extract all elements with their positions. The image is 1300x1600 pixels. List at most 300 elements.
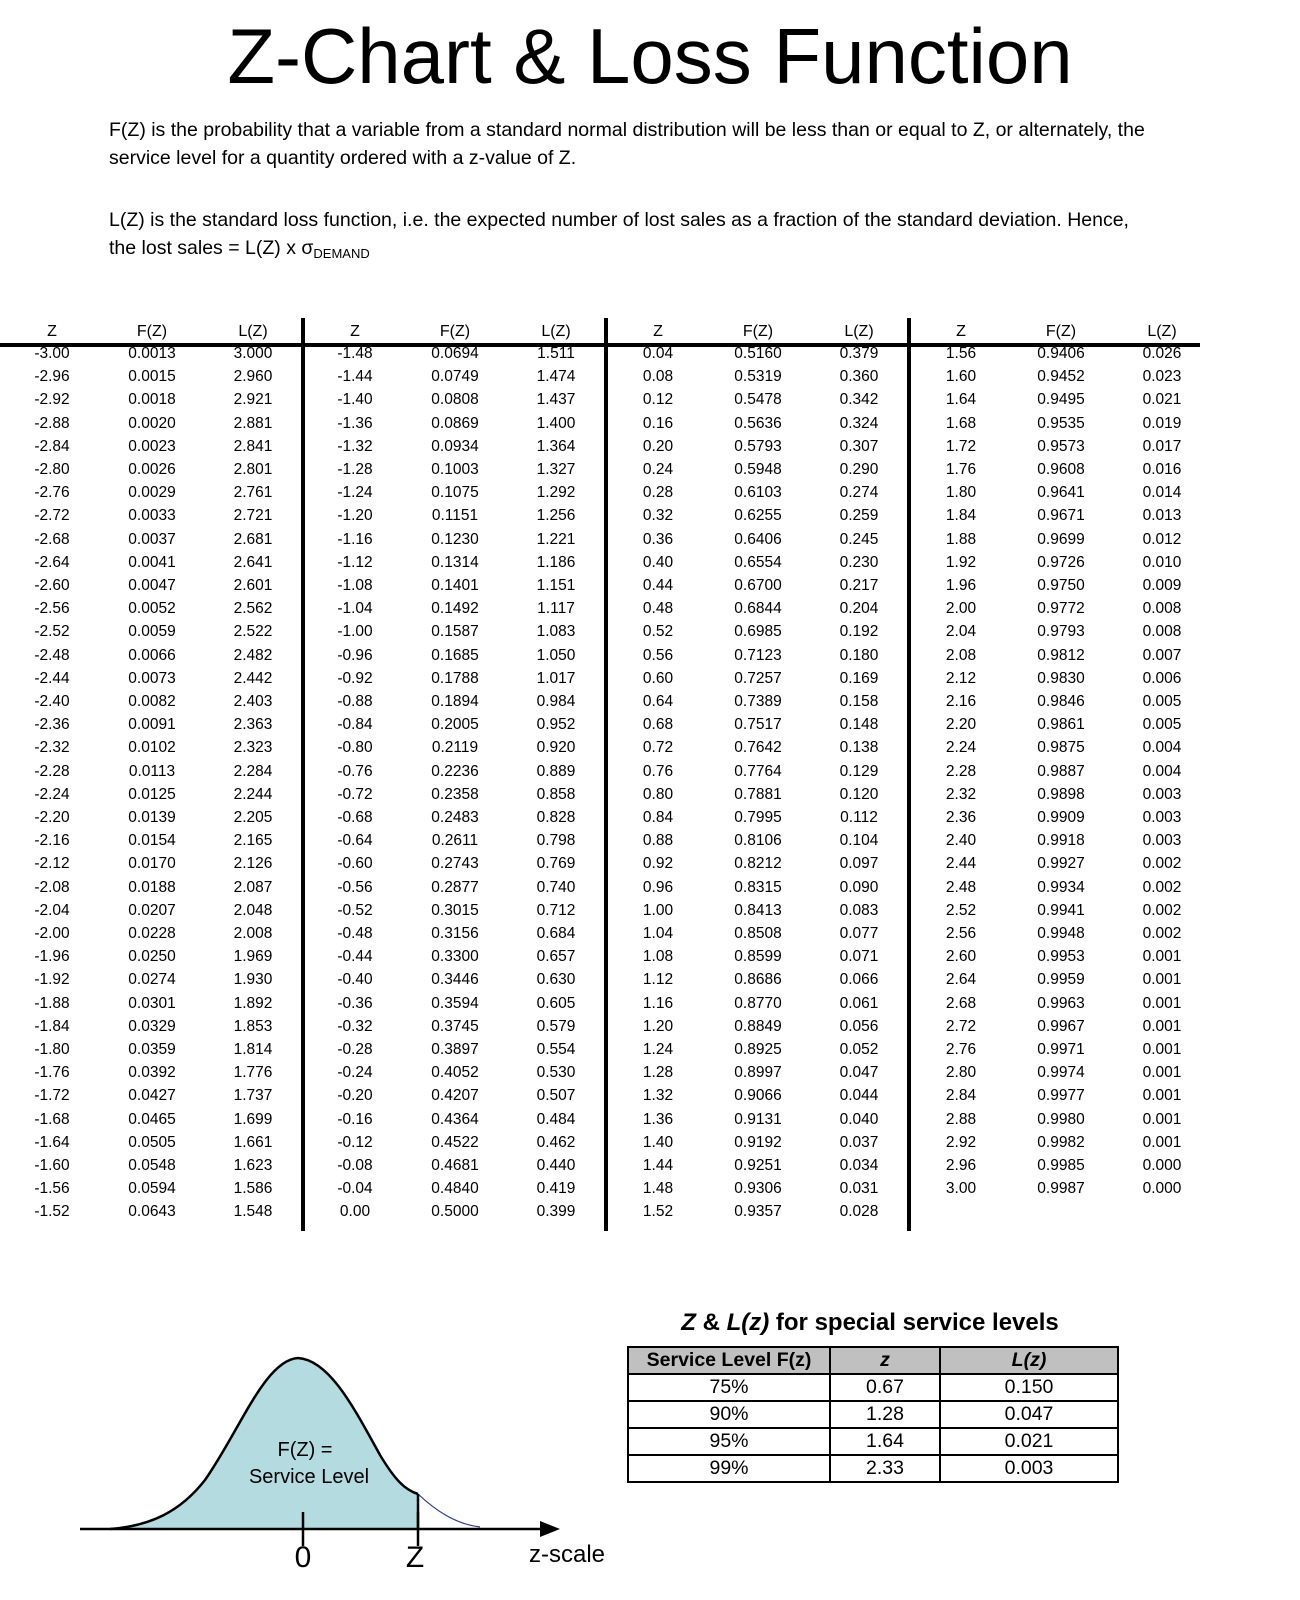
column-header-z: Z <box>47 323 57 340</box>
lz-value: 1.437 <box>536 391 576 409</box>
fz-value: 0.9927 <box>1037 855 1085 873</box>
z-value: 2.88 <box>945 1110 977 1128</box>
fz-value: 0.8106 <box>734 832 782 850</box>
lz-value: 0.009 <box>1142 577 1182 594</box>
column-header-z: Z <box>956 323 966 340</box>
lz-value: 1.930 <box>233 971 273 989</box>
fz-value: 0.5319 <box>734 368 782 386</box>
lz-cell: 0.047 <box>940 1401 1118 1428</box>
fz-value: 0.3156 <box>431 925 479 942</box>
fz-value: 0.1230 <box>431 530 479 548</box>
z-value: 0.80 <box>642 785 674 803</box>
lz-value: 0.002 <box>1142 925 1182 942</box>
table-row <box>628 1374 1118 1401</box>
lz-value: 0.004 <box>1142 762 1182 780</box>
z-value: 1.72 <box>945 437 977 455</box>
fz-value: 0.9967 <box>1037 1017 1085 1035</box>
z-value: -2.24 <box>34 785 70 803</box>
lz-value: 0.002 <box>1142 901 1182 919</box>
z-value: -1.04 <box>337 600 373 618</box>
lz-value: 2.761 <box>233 484 273 502</box>
fz-value: 0.9909 <box>1037 809 1085 826</box>
lz-value: 0.158 <box>839 693 879 710</box>
z-value: -0.88 <box>337 693 373 710</box>
lz-value: 1.186 <box>536 553 576 571</box>
lz-value: 0.462 <box>536 1133 576 1151</box>
fz-value: 0.9131 <box>734 1110 782 1128</box>
fz-value: 0.1788 <box>431 669 479 687</box>
lz-value: 0.031 <box>839 1180 879 1198</box>
lz-value: 0.217 <box>839 577 879 594</box>
column-header-fz: F(Z) <box>136 323 168 340</box>
z-value: 1.20 <box>642 1017 674 1035</box>
z-value: -1.24 <box>337 484 373 502</box>
lz-value: 0.828 <box>536 809 576 826</box>
lz-value: 1.969 <box>233 948 273 966</box>
fz-value: 0.0643 <box>128 1203 176 1221</box>
z-value: -2.00 <box>34 925 70 942</box>
z-value: -0.40 <box>337 971 373 989</box>
lz-value: 2.403 <box>233 693 273 710</box>
service-level-cell: 99% <box>628 1455 830 1482</box>
fz-value: 0.0033 <box>128 507 176 525</box>
lz-value: 0.002 <box>1142 855 1182 873</box>
column-header-z: Z <box>653 323 663 340</box>
z-value: -2.56 <box>34 600 70 618</box>
z-value: -1.20 <box>337 507 373 525</box>
lz-value: 1.400 <box>536 414 576 432</box>
z-value: -2.32 <box>34 739 70 757</box>
lz-value: 0.007 <box>1142 646 1182 664</box>
fz-value: 0.4052 <box>431 1064 479 1082</box>
fz-value: 0.7257 <box>734 669 782 687</box>
lz-value: 2.363 <box>233 716 273 734</box>
z-value: -1.88 <box>34 994 70 1012</box>
fz-value: 0.1894 <box>431 693 479 710</box>
fz-value: 0.9793 <box>1037 623 1085 641</box>
fz-value: 0.0059 <box>128 623 176 641</box>
fz-value: 0.5636 <box>734 414 782 432</box>
lz-value: 0.001 <box>1142 948 1182 966</box>
z-value: -1.12 <box>337 553 373 571</box>
z-value: -1.92 <box>34 971 70 989</box>
fz-value: 0.0102 <box>128 739 176 757</box>
z-value: 2.36 <box>945 809 977 826</box>
lz-value: 0.342 <box>839 391 879 409</box>
z-value: -2.72 <box>34 507 70 525</box>
lz-value: 2.087 <box>233 878 273 896</box>
column-header-z: Z <box>350 323 360 340</box>
z-value: -1.80 <box>34 1041 70 1058</box>
z-value: 1.76 <box>945 461 977 478</box>
z-value: 2.12 <box>945 669 977 687</box>
column-header-lz: L(Z) <box>844 323 874 340</box>
z-chart-table <box>0 318 1200 1234</box>
z-value: 2.84 <box>945 1087 977 1105</box>
lz-value: 1.814 <box>233 1041 273 1058</box>
lz-value: 1.117 <box>537 600 575 618</box>
z-value: 2.04 <box>945 623 977 641</box>
fz-value: 0.4840 <box>431 1180 479 1198</box>
fz-value: 0.0154 <box>128 832 176 850</box>
z-value: -0.04 <box>337 1180 373 1198</box>
lz-value: 0.077 <box>839 925 879 942</box>
lz-value: 0.120 <box>839 785 879 803</box>
z-value: 1.84 <box>945 507 977 525</box>
column-header-fz: F(Z) <box>742 323 774 340</box>
lz-cell: 0.021 <box>940 1428 1118 1455</box>
z-value: 1.12 <box>642 971 674 989</box>
lz-value: 0.245 <box>839 530 879 548</box>
service-level-cell: 75% <box>628 1374 830 1401</box>
fz-value: 0.8508 <box>734 925 782 942</box>
z-value: -0.52 <box>337 901 373 919</box>
z-value: 0.16 <box>642 414 674 432</box>
column-header-fz: F(Z) <box>1045 323 1077 340</box>
header-lz: L(z) <box>940 1347 1118 1374</box>
z-value: -0.20 <box>337 1087 373 1105</box>
z-value: 1.92 <box>945 553 977 571</box>
lz-value: 2.681 <box>233 530 273 548</box>
fz-value: 0.1075 <box>431 484 479 502</box>
fz-value: 0.9830 <box>1037 669 1085 687</box>
lz-value: 2.522 <box>233 623 273 641</box>
lz-value: 0.061 <box>839 994 879 1012</box>
fz-value: 0.0052 <box>128 600 176 618</box>
fz-value: 0.0139 <box>128 809 176 826</box>
table-row <box>628 1401 1118 1428</box>
z-value: 1.40 <box>642 1133 674 1151</box>
lz-value: 0.023 <box>1142 368 1182 386</box>
service-level-cell: 95% <box>628 1428 830 1455</box>
z-value: -1.08 <box>337 577 373 594</box>
z-value: -1.48 <box>337 345 373 362</box>
fz-value: 0.3300 <box>431 948 479 966</box>
fz-value: 0.0228 <box>128 925 176 942</box>
fz-value: 0.4207 <box>431 1087 479 1105</box>
z-value: 1.56 <box>945 345 977 362</box>
fz-value: 0.1587 <box>431 623 479 641</box>
z-value: -1.76 <box>34 1064 70 1082</box>
fz-description: F(Z) is the probability that a variable from a standard normal distribution will be less than or equal to Z, or alternately, the service level for a quantity ordered with a z-value of Z. <box>109 119 1145 169</box>
z-value: -2.52 <box>34 623 70 641</box>
z-value: -1.60 <box>34 1157 70 1174</box>
fz-value: 0.8212 <box>734 855 782 873</box>
fz-value: 0.0125 <box>128 785 176 803</box>
fz-value: 0.6554 <box>734 553 782 571</box>
z-value: -0.84 <box>337 716 373 734</box>
fz-value: 0.9452 <box>1037 368 1085 386</box>
table-row <box>628 1455 1118 1482</box>
lz-value: 0.798 <box>536 832 576 850</box>
z-value: 0.00 <box>339 1203 371 1221</box>
fz-value: 0.2005 <box>431 716 479 734</box>
z-value: 2.76 <box>945 1041 977 1058</box>
lz-value: 0.019 <box>1142 414 1182 432</box>
lz-value: 0.001 <box>1142 994 1182 1012</box>
lz-value: 0.984 <box>536 693 576 710</box>
z-value: 1.44 <box>642 1157 674 1174</box>
fz-value: 0.0359 <box>128 1041 176 1058</box>
lz-value: 1.853 <box>233 1017 273 1035</box>
z-value: 0.52 <box>642 623 674 641</box>
fz-value: 0.8849 <box>734 1017 782 1035</box>
fz-value: 0.0188 <box>128 878 176 896</box>
column-header-lz: L(Z) <box>238 323 268 340</box>
z-value: 0.12 <box>642 391 674 409</box>
z-value: -2.44 <box>34 669 70 687</box>
column-header-lz: L(Z) <box>1147 323 1177 340</box>
z-axis-arrowhead <box>540 1521 560 1537</box>
lz-value: 0.440 <box>536 1157 576 1174</box>
lz-value: 2.126 <box>233 855 273 873</box>
lz-value: 1.256 <box>536 507 576 525</box>
lz-value: 1.776 <box>233 1064 273 1082</box>
special-levels-header-row <box>628 1347 1118 1374</box>
fz-value: 0.0015 <box>128 368 176 386</box>
z-value: 2.72 <box>945 1017 977 1035</box>
fz-value: 0.7389 <box>734 693 782 710</box>
lz-value: 0.554 <box>536 1041 576 1058</box>
fz-value: 0.0066 <box>128 646 176 664</box>
fz-value: 0.7123 <box>734 646 782 664</box>
z-value: -0.16 <box>337 1110 373 1128</box>
lz-value: 0.000 <box>1142 1157 1182 1174</box>
lz-value: 0.000 <box>1142 1180 1182 1198</box>
column-header-lz: L(Z) <box>541 323 571 340</box>
lz-value: 0.769 <box>536 855 576 873</box>
z-value: -0.72 <box>337 785 373 803</box>
z-value: -2.04 <box>34 901 70 919</box>
lz-value: 0.920 <box>536 739 576 757</box>
lz-description-text: L(Z) is the standard loss function, i.e. the expected number of lost sales as a fraction of the standard deviation. Hence, the lost sales = L(Z) x σ <box>109 209 1129 259</box>
lz-value: 2.284 <box>233 762 273 780</box>
lz-value: 0.684 <box>536 925 576 942</box>
z-value: -1.36 <box>337 414 373 432</box>
service-level-cell: 90% <box>628 1401 830 1428</box>
z-value: -1.52 <box>34 1203 70 1221</box>
z-value: -2.92 <box>34 391 70 409</box>
z-value: -0.44 <box>337 948 373 966</box>
lz-value: 0.016 <box>1142 461 1182 478</box>
lz-value: 0.052 <box>839 1041 879 1058</box>
lz-value: 0.003 <box>1142 785 1182 803</box>
lz-value: 0.001 <box>1142 1133 1182 1151</box>
fz-value: 0.9963 <box>1037 994 1085 1012</box>
fz-value: 0.6700 <box>734 577 782 594</box>
lz-value: 0.579 <box>536 1017 576 1035</box>
fz-value: 0.9535 <box>1037 414 1085 432</box>
fz-value: 0.6103 <box>734 484 782 502</box>
lz-value: 1.699 <box>233 1110 273 1128</box>
lz-value: 0.399 <box>536 1203 576 1221</box>
lz-value: 2.960 <box>233 368 273 386</box>
z-value: -0.56 <box>337 878 373 896</box>
fz-value: 0.9987 <box>1037 1180 1085 1198</box>
lz-cell: 0.150 <box>940 1374 1118 1401</box>
fz-value: 0.0869 <box>431 414 479 432</box>
z-value: -1.56 <box>34 1180 70 1198</box>
fz-value: 0.9934 <box>1037 878 1085 896</box>
fz-value: 0.9671 <box>1037 507 1085 525</box>
lz-value: 0.530 <box>536 1064 576 1082</box>
z-value: 1.28 <box>642 1064 674 1082</box>
lz-value: 0.360 <box>839 368 879 386</box>
lz-value: 0.605 <box>536 994 576 1012</box>
z-value: 2.80 <box>945 1064 977 1082</box>
special-levels-table <box>627 1346 1119 1483</box>
z-value: -2.76 <box>34 484 70 502</box>
z-cell: 1.28 <box>830 1401 940 1428</box>
fz-value: 0.9887 <box>1037 762 1085 780</box>
z-value: -0.64 <box>337 832 373 850</box>
z-value: 2.52 <box>945 901 977 919</box>
fz-value: 0.1314 <box>431 553 479 571</box>
z-value: 0.88 <box>642 832 674 850</box>
fz-value: 0.4364 <box>431 1110 479 1128</box>
lz-value: 0.379 <box>839 345 879 362</box>
lz-value: 1.017 <box>536 669 576 687</box>
lz-value: 0.230 <box>839 553 879 571</box>
z-scale-label: z-scale <box>528 1541 606 1568</box>
lz-cell: 0.003 <box>940 1455 1118 1482</box>
lz-value: 0.889 <box>536 762 576 780</box>
fz-value: 0.0029 <box>128 484 176 502</box>
z-value: -0.24 <box>337 1064 373 1082</box>
lz-value: 0.192 <box>839 623 879 641</box>
fz-value: 0.0037 <box>128 530 176 548</box>
lz-value: 0.484 <box>536 1110 576 1128</box>
lz-value: 2.841 <box>233 437 273 455</box>
z-value: -0.68 <box>337 809 373 826</box>
z-value: 1.68 <box>945 414 977 432</box>
fz-value: 0.0018 <box>128 391 176 409</box>
fz-value: 0.9812 <box>1037 646 1085 664</box>
fz-value: 0.0694 <box>431 345 479 362</box>
lz-value: 0.712 <box>536 901 576 919</box>
lz-value: 0.001 <box>1142 1041 1182 1058</box>
fz-value: 0.1492 <box>431 600 479 618</box>
lz-value: 2.881 <box>233 414 273 432</box>
lz-value: 1.327 <box>536 461 576 478</box>
z-value: -2.48 <box>34 646 70 664</box>
lz-value: 0.507 <box>536 1087 576 1105</box>
z-value: 0.24 <box>642 461 674 478</box>
tick-zero-label: 0 <box>294 1541 312 1574</box>
lz-value: 0.066 <box>839 971 879 989</box>
lz-value: 0.858 <box>536 785 576 803</box>
lz-value: 0.090 <box>839 878 879 896</box>
z-value: -1.64 <box>34 1133 70 1151</box>
lz-value: 0.657 <box>536 948 576 966</box>
fz-value: 0.8925 <box>734 1041 782 1058</box>
z-value: -2.80 <box>34 461 70 478</box>
z-value: -2.28 <box>34 762 70 780</box>
fz-value: 0.9875 <box>1037 739 1085 757</box>
z-value: 1.60 <box>945 368 977 386</box>
fz-value: 0.0505 <box>128 1133 176 1151</box>
z-value: -2.88 <box>34 414 70 432</box>
lz-value: 1.050 <box>536 646 576 664</box>
fz-value: 0.8599 <box>734 948 782 966</box>
lz-value: 1.474 <box>536 368 576 386</box>
lz-value: 0.259 <box>839 507 879 525</box>
fz-value: 0.2743 <box>431 855 479 873</box>
z-value: 2.00 <box>945 600 977 618</box>
lz-value: 0.952 <box>536 716 576 734</box>
lz-value: 0.138 <box>839 739 879 757</box>
z-value: -0.92 <box>337 669 373 687</box>
lz-value: 1.623 <box>233 1157 273 1174</box>
lz-value: 0.005 <box>1142 693 1182 710</box>
z-value: 2.16 <box>945 693 977 710</box>
fz-value: 0.0020 <box>128 414 176 432</box>
lz-value: 0.180 <box>839 646 879 664</box>
header-z: z <box>830 1347 940 1374</box>
z-value: -2.20 <box>34 809 70 826</box>
lz-description <box>109 206 1149 262</box>
fz-value: 0.6985 <box>734 623 782 641</box>
z-value: 0.20 <box>642 437 674 455</box>
fz-value: 0.0013 <box>128 345 176 362</box>
fz-value: 0.3594 <box>431 994 479 1012</box>
lz-value: 0.010 <box>1142 553 1182 571</box>
fz-value: 0.5793 <box>734 437 782 455</box>
z-value: 1.48 <box>642 1180 674 1198</box>
fz-value: 0.0594 <box>128 1180 176 1198</box>
z-value: -1.28 <box>337 461 373 478</box>
header-service-level: Service Level F(z) <box>628 1347 830 1374</box>
z-value: 2.56 <box>945 925 977 942</box>
z-value: -0.32 <box>337 1017 373 1035</box>
z-value: 0.04 <box>642 345 674 362</box>
lz-value: 0.003 <box>1142 832 1182 850</box>
z-value: 1.08 <box>642 948 674 966</box>
z-value: 1.32 <box>642 1087 674 1105</box>
z-value: 0.40 <box>642 553 674 571</box>
z-value: 0.48 <box>642 600 674 618</box>
lz-value: 2.048 <box>233 901 273 919</box>
fz-value: 0.0082 <box>128 693 176 710</box>
z-cell: 2.33 <box>830 1455 940 1482</box>
special-title-z: Z <box>681 1309 696 1336</box>
z-value: -1.68 <box>34 1110 70 1128</box>
lz-value: 2.165 <box>233 832 273 850</box>
z-value: -0.12 <box>337 1133 373 1151</box>
lz-value: 1.661 <box>233 1133 273 1151</box>
fz-value: 0.0207 <box>128 901 176 919</box>
lz-value: 0.740 <box>536 878 576 896</box>
z-value: -0.80 <box>337 739 373 757</box>
fz-value: 0.9726 <box>1037 553 1085 571</box>
special-title-lz: L(z) <box>726 1309 770 1336</box>
z-value: -2.16 <box>34 832 70 850</box>
fz-value: 0.4681 <box>431 1157 479 1174</box>
lz-value: 1.083 <box>536 623 576 641</box>
fz-value: 0.5160 <box>734 345 782 362</box>
z-value: 2.24 <box>945 739 977 757</box>
fz-value: 0.9699 <box>1037 530 1085 548</box>
lz-value: 0.006 <box>1142 669 1182 687</box>
z-value: -1.84 <box>34 1017 70 1035</box>
fz-value: 0.7517 <box>734 716 782 734</box>
z-value: -1.72 <box>34 1087 70 1105</box>
fz-value: 0.0026 <box>128 461 176 478</box>
fz-value: 0.3015 <box>431 901 479 919</box>
z-value: -2.64 <box>34 553 70 571</box>
fz-value: 0.9772 <box>1037 600 1085 618</box>
fz-value: 0.2358 <box>431 785 479 803</box>
